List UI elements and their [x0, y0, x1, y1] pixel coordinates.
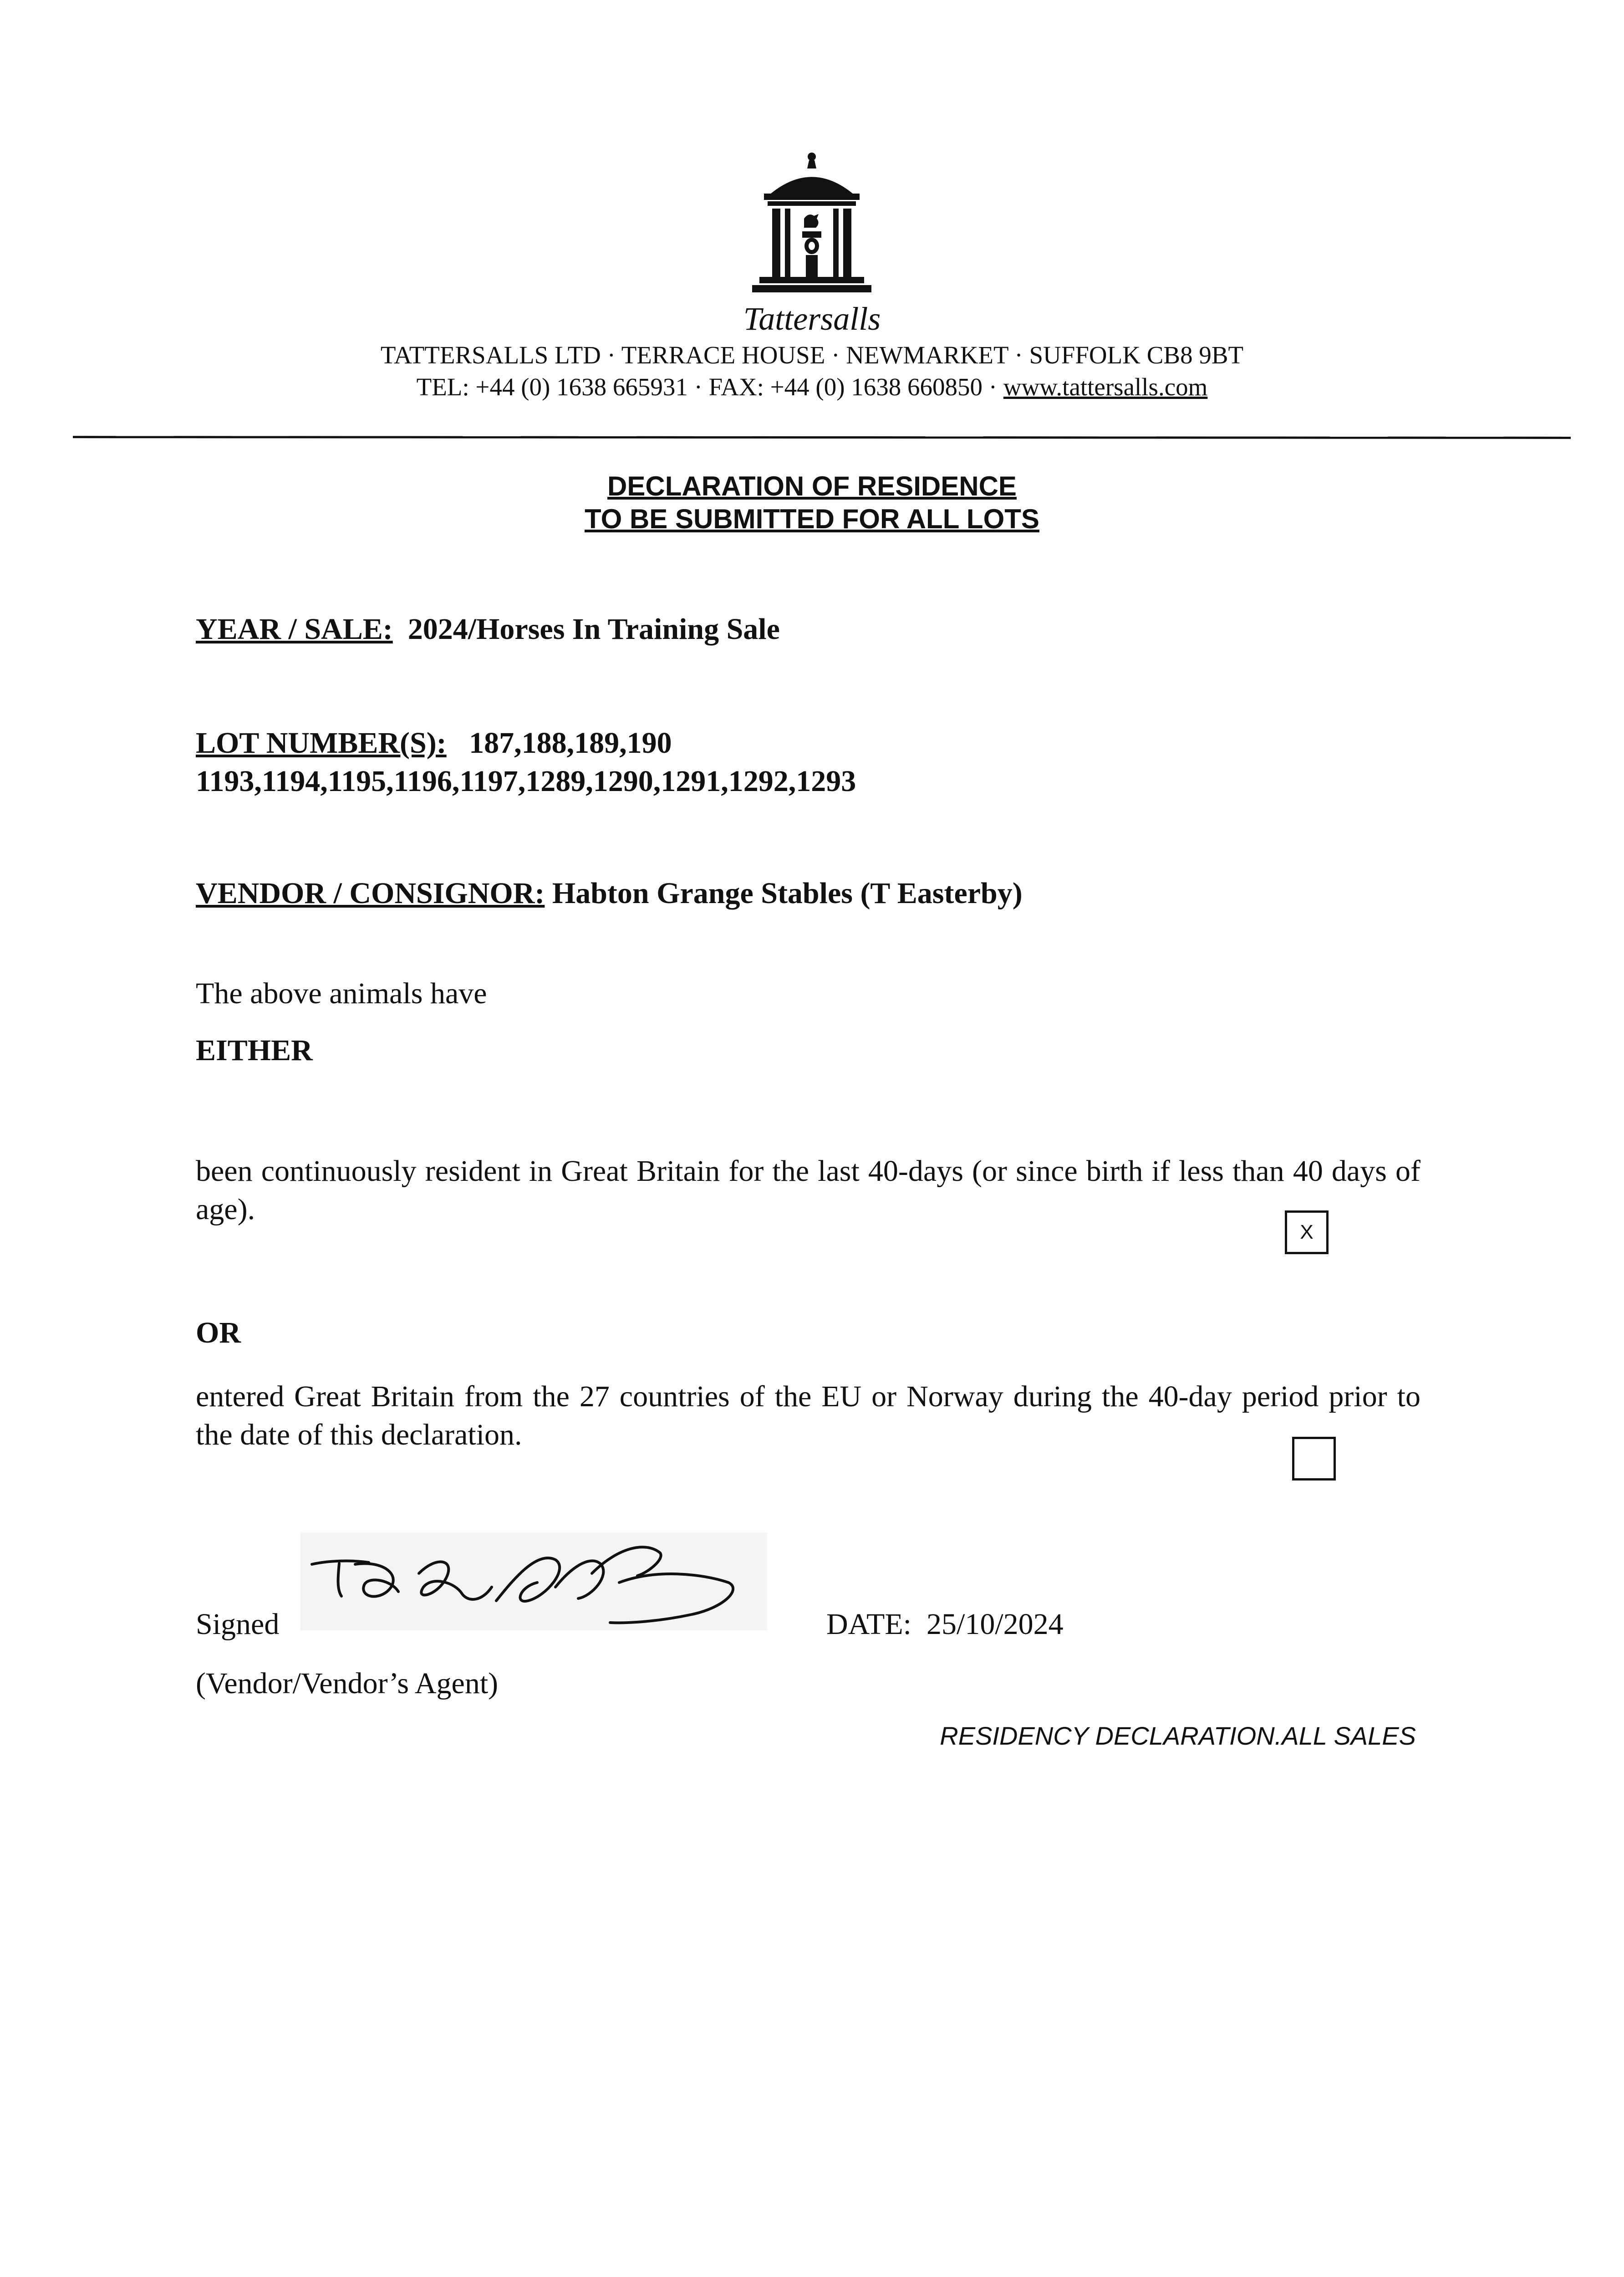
year-sale-field	[196, 610, 780, 648]
date-field	[826, 1605, 1064, 1644]
lot-numbers-field	[196, 724, 672, 762]
option-entered-text: entered Great Britain from the 27 countries of the EU or Norway during the 40-day period prior to the date of this declaration.	[196, 1380, 1420, 1451]
or-heading: OR	[196, 1316, 241, 1349]
lot-numbers-continued: 1193,1194,1195,1196,1197,1289,1290,1291,1292,1293	[196, 765, 856, 798]
signed-label: Signed	[196, 1608, 280, 1641]
date-label: DATE:	[826, 1608, 911, 1641]
company-address: TATTERSALLS LTD · TERRACE HOUSE · NEWMARKET · SUFFOLK CB8 9BT	[380, 341, 1244, 369]
vendor-value: Habton Grange Stables (T Easterby)	[552, 877, 1023, 910]
contact-phone-fax: TEL: +44 (0) 1638 665931 · FAX: +44 (0) 1638 660850 ·	[416, 373, 1003, 401]
form-reference: RESIDENCY DECLARATION.ALL SALES	[940, 1721, 1416, 1750]
option-entered-checkbox[interactable]	[1292, 1437, 1336, 1481]
vendor-field	[196, 874, 1023, 913]
document-title: DECLARATION OF RESIDENCE	[607, 471, 1017, 501]
option-resident-checkbox[interactable]: X	[1285, 1210, 1329, 1254]
header-divider	[73, 436, 1571, 439]
year-sale-value: 2024/Horses In Training Sale	[407, 613, 780, 646]
handwritten-signature	[300, 1532, 767, 1630]
lot-numbers-label: LOT NUMBER(S):	[196, 726, 447, 760]
year-sale-label: YEAR / SALE:	[196, 613, 393, 646]
company-contact	[0, 371, 1624, 403]
website-link[interactable]: www.tattersalls.com	[1003, 373, 1208, 401]
either-heading: EITHER	[196, 1034, 313, 1067]
document-subtitle: TO BE SUBMITTED FOR ALL LOTS	[585, 504, 1039, 534]
intro-text: The above animals have	[196, 977, 487, 1010]
lot-numbers-value: 187,188,189,190	[469, 726, 672, 760]
date-value: 25/10/2024	[926, 1608, 1064, 1641]
option-resident-text: been continuously resident in Great Britain for the last 40-days (or since birth if less than 40 days of age).	[196, 1154, 1420, 1226]
vendor-label: VENDOR / CONSIGNOR:	[196, 877, 545, 910]
vendor-agent-label: (Vendor/Vendor’s Agent)	[196, 1667, 499, 1700]
tattersalls-rotunda-logo-icon	[746, 150, 878, 301]
brand-name: Tattersalls	[743, 301, 881, 337]
